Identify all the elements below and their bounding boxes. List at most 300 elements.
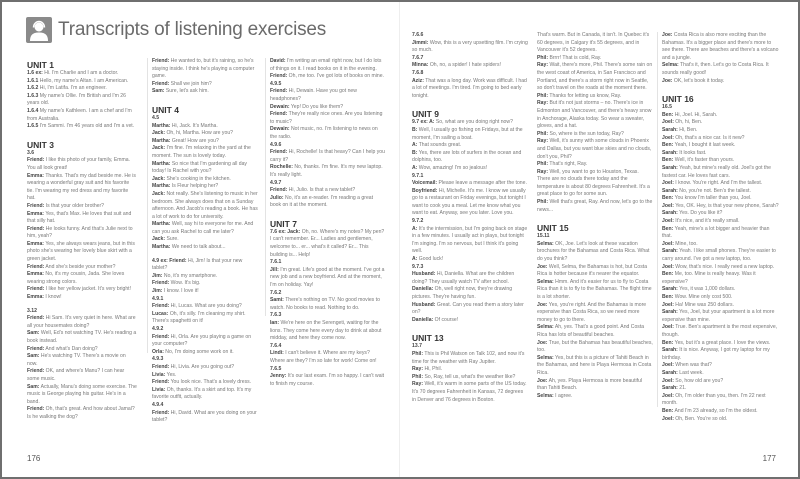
track-code: 4.9.7 [270, 179, 282, 186]
transcript-line [27, 384, 137, 407]
transcript-line [27, 85, 137, 93]
speaker-label: Dewain: [270, 103, 290, 110]
track-code: 7.6.4 [270, 342, 282, 349]
line-text: Wow. Mine only cost 500. [673, 294, 733, 300]
speaker-label: Martha: [152, 122, 171, 129]
line-text: Oh, me too. I've got lots of books on mine. [287, 73, 384, 80]
transcript-line [152, 372, 259, 380]
transcript-line [662, 62, 779, 77]
transcript-line [27, 294, 137, 302]
line-text: Hi, Ben. [677, 126, 698, 133]
transcript-line [27, 241, 137, 264]
line-text: I can't believe it. Where are my keys? Where are they? I'm so late for work! Come on! [270, 350, 377, 364]
transcript-line [662, 157, 779, 165]
line-text: No, it's an e-reader. I'm reading a great book on it at the moment. [270, 194, 374, 209]
speaker-label: Friend: [152, 303, 170, 310]
transcript-line [270, 149, 385, 164]
line-text: So, where is the sun today, Ray? [548, 130, 624, 137]
line-text: He's watching TV. There's a movie on now. [27, 353, 126, 367]
track-code: 4.9.5 [270, 80, 282, 87]
transcript-line [537, 279, 653, 302]
line-text: True. Ben's apartment is the most expensive, though. [662, 324, 778, 338]
track-code: 3.12 [27, 307, 37, 314]
line-text: Wow. It's big. [169, 280, 201, 287]
speaker-label: Friend: [27, 345, 45, 352]
transcript-line [537, 93, 653, 101]
line-text: When was that? [673, 362, 712, 369]
speaker-label: Sarah: [662, 286, 678, 293]
line-text: Hi, Jim! Is that your new tablet? [152, 257, 243, 272]
speaker-label: Friend: [27, 157, 45, 164]
line-text: We're here on the Serengeti, waiting for the lions. They come here every day to drink at about midday, and here they come now. [270, 320, 382, 342]
page-title: Transcripts of listening exercises [58, 19, 327, 40]
line-text: Yep! Do you like them? [289, 103, 344, 110]
page-number-right: 177 [762, 454, 776, 463]
speaker-label: Ben: [662, 339, 674, 346]
line-text: He looks funny. And that's Julie next to him, yeah? [27, 225, 133, 240]
line-text: Good luck! [417, 256, 444, 263]
transcript-line [152, 364, 259, 372]
transcript-line [270, 111, 385, 126]
transcript-line [537, 340, 653, 355]
speaker-label: Joe: [537, 377, 548, 384]
transcript-line [270, 73, 385, 81]
line-text: Hello, my name's Altan. I am American. [38, 77, 129, 84]
transcript-line [270, 373, 385, 388]
track-code: 15.11 [537, 233, 550, 240]
speaker-label: Jimmi: [412, 39, 429, 46]
page-header [26, 17, 326, 43]
line-text: Is that your older brother? [44, 202, 105, 209]
line-text: Hi, Lucas. What are you doing? [169, 303, 242, 310]
transcript-line [152, 410, 259, 425]
transcript-line [537, 241, 653, 264]
transcript-line [27, 286, 137, 294]
page-right [400, 2, 798, 477]
transcript-line [662, 188, 779, 196]
transcript-line [662, 127, 779, 135]
transcript-line [152, 280, 259, 288]
line-text: Well, Selma, the Bahamas is hot, but Costa Rica is hotter because it's nearer the equator. [537, 263, 648, 278]
speaker-label: Joel: [662, 301, 674, 308]
transcript-line [412, 256, 528, 264]
transcript-line [662, 112, 779, 120]
speaker-label: Friend: [152, 379, 170, 386]
line-text: Wow, this is a very upsetting film. I'm crying so much. [412, 39, 528, 54]
line-text: Hi, Dewain. Have you got new headphones? [270, 88, 357, 102]
speaker-label: Minna: [412, 62, 429, 69]
line-text: Oh, I'm older than you, then. I'm 22 next month. [662, 392, 766, 407]
transcript-line [537, 161, 653, 169]
speaker-label: Joe: [662, 77, 673, 84]
speaker-label: Ray: [412, 381, 424, 388]
transcript-line [412, 150, 528, 165]
line-text: Yes. Do you like it? [677, 210, 723, 217]
transcript-line [537, 138, 653, 161]
speaker-label: Sami: [270, 297, 284, 304]
line-text: Hi, Daniella. What are the children doing? They usually watch TV after school. [412, 271, 515, 285]
line-text: I like this photo of your family, Emma. You all look great! [27, 157, 130, 171]
line-text: Oh, it's silly. I'm cleaning my shirt. There's spaghetti on it! [152, 310, 246, 325]
speaker-label: Jenny: [270, 373, 287, 380]
speaker-label: B: [412, 149, 418, 156]
transcript-line [152, 183, 259, 191]
transcript-line [270, 187, 385, 195]
speaker-label: A: [412, 225, 418, 232]
line-text: Well that's great, Ray. And now, let's go to the news... [537, 199, 653, 213]
line-text: Yes, Joel, but your apartment is a lot more expensive than mine. [662, 309, 775, 323]
transcript-line [152, 258, 259, 273]
speaker-label: Selma: [662, 62, 679, 69]
line-text: We need to talk about... [170, 244, 226, 251]
transcript-line [152, 145, 259, 160]
transcript-line [412, 165, 528, 173]
line-text: Yes, there are lots of surfers in the ocean and dolphins, too. [412, 149, 522, 164]
transcript-line [27, 353, 137, 368]
transcript-line [27, 271, 137, 286]
transcript-line [27, 203, 137, 211]
speaker-label: Sarah: [662, 369, 678, 376]
speaker-label: Sarah: [662, 126, 678, 133]
transcript-line [662, 393, 779, 408]
transcript-line [412, 302, 528, 317]
line-text: Hi Sam. It's very quiet in here. What are all your housemates doing? [27, 315, 136, 329]
unit-heading: UNIT 13 [412, 333, 444, 344]
speaker-label: Joel: [662, 377, 674, 384]
left-column-2 [147, 58, 259, 424]
speaker-label: Friend: [152, 80, 170, 87]
speaker-label: Joel: [662, 202, 674, 209]
transcript-line [412, 381, 528, 404]
line-text: Yes, OK. Hey, is that your new phone, Sarah? [673, 202, 779, 209]
transcript-line [152, 334, 259, 349]
transcript-line [662, 294, 779, 302]
transcript-line [412, 374, 528, 382]
line-text: So, Ray, tell us, what's the weather like? [423, 373, 516, 380]
line-text: You look nice. That's a lovely dress. [169, 379, 252, 386]
speaker-label: Friend: [270, 111, 288, 118]
line-text: Yeah. I like small phones. They're easier to carry around. I've got a new laptop, too. [662, 248, 776, 263]
transcript-line [152, 123, 259, 131]
line-text: Oh, that's a nice car. Is it new? [673, 134, 745, 141]
line-text: No, you're not. Ben's the tallest. [677, 187, 751, 194]
line-text: OK, Joe. Let's look at these vacation brochures for the Bahamas and Costa Rica. What do you think? [537, 240, 650, 263]
speaker-label: Sarah: [662, 164, 678, 171]
line-text: Me, too. Mine is really heavy. Was it expensive? [662, 271, 756, 285]
line-text: Oh, well right now, they're drawing pictures. They're having fun. [412, 286, 513, 300]
speaker-label: Jill: [270, 266, 279, 273]
transcript-line [270, 267, 385, 290]
transcript-line [27, 264, 137, 272]
line-text: Last week. [677, 369, 704, 376]
transcript-line [27, 346, 137, 354]
speaker-label: Husband: [412, 301, 436, 308]
speaker-label: Joel: [662, 362, 674, 369]
line-text: Yes, she always wears jeans, but in this photo she's wearing her lovely blue skirt with a green jacket. [27, 240, 135, 263]
speaker-label: Lucas: [152, 310, 169, 317]
speaker-label: Lindi: [270, 350, 284, 357]
transcript-line [662, 203, 779, 211]
speaker-label: Sam: [27, 383, 40, 390]
transcript-line [662, 286, 779, 294]
line-text: So nice that I'm gardening all day today! Is Rachel with you? [152, 160, 247, 175]
transcript-line [662, 271, 779, 286]
transcript-line [537, 324, 653, 339]
speaker-label: Joel: [662, 392, 674, 399]
line-text: Oh, hi, Martha. How are you? [165, 130, 233, 137]
transcript-line [662, 408, 779, 416]
speaker-label: Ben: [662, 142, 674, 149]
line-text: That's right, Ray. [548, 161, 588, 168]
speaker-label: Sarah: [662, 347, 678, 354]
line-text: And she's beside your mother? [44, 263, 116, 270]
transcript-line [412, 271, 528, 286]
transcript-line [662, 302, 779, 310]
line-text: Hi, I'm Latifa. I'm an engineer. [38, 85, 107, 92]
speaker-label: Ray: [537, 62, 549, 69]
person-headphones-icon [26, 17, 52, 43]
speaker-label: Friend: [27, 286, 45, 293]
speaker-label: Martha: [152, 244, 171, 251]
transcript-line [662, 195, 779, 203]
line-text: Yes, but this is a picture of Tahiti Beach in the Bahamas, and here is Playa Hermosa in Costa Rica. [537, 354, 652, 376]
line-text: Ha! Mine was 250 dollars. [673, 301, 734, 308]
speaker-label: Sarah: [662, 385, 678, 392]
track-code: 1.6.2 [27, 85, 39, 92]
speaker-label: Joel: [662, 134, 674, 141]
transcript-line [537, 55, 653, 63]
transcript-line [537, 302, 653, 325]
speaker-label: Rochelle: [270, 164, 293, 171]
speaker-label: Ben: [662, 294, 674, 300]
line-text: Please leave a message after the tone. [437, 180, 527, 187]
transcript-line [27, 173, 137, 203]
speaker-label: Friend: [152, 363, 170, 370]
line-text: Yes, but it's a great place. I love the views. [673, 339, 771, 346]
line-text: Actually, Manu's doing some exercise. The music is George playing his guitar. He's in a band. [27, 383, 137, 405]
transcript-line [537, 131, 653, 139]
speaker-label: Jack: [152, 130, 166, 137]
transcript-line [662, 119, 779, 127]
line-text: He wanted to, but it's raining, so he's staying inside. I think he's playing a computer game. [152, 58, 255, 80]
line-text: Yeah, I bought it last week. [673, 142, 736, 149]
line-text: Oh, no. Where's my notes? My pen? I can't remember. Er... Ladies and gentlemen, welcome to... er... what's it called? Er... This building is... Help! [270, 228, 385, 258]
speaker-label: Joel: [662, 324, 674, 331]
speaker-label: Joel: [662, 415, 674, 422]
line-text: Yeah, but mine's really old. Joel's got the fastest car. He loves fast cars. [662, 164, 771, 179]
speaker-label: Friend: [27, 406, 45, 413]
line-text: Well, it's warm in some parts of the US today. It's 70 degrees Fahrenheit in Kansas, 72 degrees in Denver and 76 degrees in Boston. [412, 381, 527, 403]
line-text: Not really. She's listening to music in her bedroom. She always does that on a Sunday afternoon. And Jacob's reading a book. He has a lot of work to do for university. [152, 190, 258, 220]
speaker-label: Jack: [152, 190, 166, 197]
transcript-line [152, 273, 259, 281]
line-text: That's it, then. Let's go to Costa Rica. It sounds really good! [662, 62, 769, 76]
speaker-label: Jack: [152, 175, 166, 182]
transcript-line [152, 244, 259, 252]
transcript-line [270, 297, 385, 312]
transcript-line [662, 135, 779, 143]
speaker-label: Sarah: [662, 210, 678, 217]
speaker-label: Selma: [537, 278, 554, 285]
line-text: Yes, that's Max. He loves that suit and that silly hat. [27, 210, 132, 225]
line-text: Wow, that's nice. I really need a new laptop. [673, 263, 775, 270]
line-text: Hmm. And it's easier for us to fly to Costa Rica than it is to fly to the Bahamas. The flight time is a lot shorter. [537, 278, 652, 300]
line-text: Well, Ed's not watching TV. He's reading a book instead. [27, 330, 137, 344]
unit-heading: UNIT 4 [152, 104, 179, 115]
speaker-label: Friend: [152, 333, 170, 340]
speaker-label: Friend: [152, 280, 170, 287]
speaker-label: Joel: [662, 240, 674, 247]
speaker-label: Martha: [152, 160, 171, 167]
transcript-line [662, 324, 779, 339]
transcript-line [270, 104, 385, 112]
transcript-line [662, 180, 779, 188]
transcript-line [27, 108, 137, 123]
track-code: 9.7.2 [412, 218, 424, 225]
track-code: 7.6.8 [412, 69, 424, 76]
transcript-line [662, 32, 779, 62]
transcript-line [662, 370, 779, 378]
speaker-label: Voicemail: [412, 180, 438, 187]
line-text: It's our last exam. I'm so happy. I can't wait to finish my course. [270, 373, 385, 387]
line-text: Yes, you're right. And the Bahamas is more expensive than Costa Rica, so we need more money to go to there. [537, 301, 647, 323]
speaker-label: Joe: [537, 263, 548, 270]
line-text: That's warm. But in Canada, it isn't. In Quebec it's 60 degrees, in Calgary it's 55 degrees, and in Vancouver it's 52 degrees. [537, 32, 650, 54]
line-text: Well, it's sunny with some clouds in Phoenix and Dallas, but you want blue skies and no clouds, don't you, Phil? [537, 138, 652, 160]
speaker-label: Friend: [27, 263, 45, 270]
speaker-label: A: [412, 164, 418, 171]
line-text: I know. You're right. And I'm the tallest. [673, 180, 763, 187]
right-column-3 [657, 32, 779, 422]
speaker-label: Livia: [152, 386, 166, 393]
transcript-line [537, 378, 653, 393]
transcript-line [412, 366, 528, 374]
transcript-line [662, 241, 779, 249]
transcript-line [662, 218, 779, 226]
line-text: Not music, no. I'm listening to news on the radio. [270, 126, 378, 140]
speaker-label: Ben: [662, 157, 674, 164]
line-text: But it's not just storms – no. There's ice in Edmonton and Vancouver, and there's heavy snow in Anchorage, Alaska today. So wear a sweater, gloves, and a hat. [537, 100, 652, 130]
line-text: So, how old are you? [673, 377, 724, 384]
speaker-label: Friend: [270, 149, 288, 156]
track-code: 9.7.1 [412, 172, 424, 179]
transcript-line [152, 303, 259, 311]
speaker-label: Friend: [270, 88, 288, 95]
transcript-line [27, 330, 137, 345]
line-text: Hi, Michelle. It's me. I know we usually go to a restaurant on Friday evenings, but tonight I want to cook you a meal. Let me know what you want to eat. Anyway, see you later. Love you. [412, 187, 526, 217]
line-text: This is Phil Watson on Talk 102, and now it's time for the weather with Ray Jupiter. [412, 350, 525, 365]
transcript-line [27, 315, 137, 330]
speaker-label: Jim: [152, 288, 163, 295]
transcript-line [537, 62, 653, 92]
line-text: Well, I usually go fishing on Fridays, but at the moment, I'm sailing a boat. [412, 126, 523, 141]
transcript-line [412, 188, 528, 218]
line-text: They're really nice ones. Are you listening to music? [270, 111, 383, 125]
speaker-label: Friend: [27, 368, 45, 375]
transcript-line [662, 248, 779, 263]
speaker-label: Emma: [27, 172, 44, 179]
speaker-label: Martha: [152, 137, 171, 144]
line-text: Yes. [165, 371, 177, 378]
speaker-label: Emma: [27, 271, 44, 278]
speaker-label: Sarah: [662, 149, 678, 156]
transcript-line [662, 378, 779, 386]
speaker-label: Ray: [537, 100, 549, 107]
track-code: 4.5 [152, 114, 160, 121]
speaker-label: Aziz: [412, 77, 424, 84]
right-column-1 [412, 32, 528, 404]
line-text: I know! [44, 294, 62, 301]
speaker-label: Ray: [537, 138, 549, 145]
line-text: That was a long day. Work was difficult. I had a lot of meetings. I'm tired. I'm going to bed early tonight. [412, 77, 527, 99]
line-text: No, I'm doing some work on it. [163, 348, 234, 355]
transcript-line [152, 138, 259, 146]
track-code: 4.9.6 [270, 141, 282, 148]
transcript-line [537, 264, 653, 279]
transcript-line [412, 142, 528, 150]
transcript-line [662, 309, 779, 324]
transcript-line [537, 32, 653, 55]
transcript-line [537, 199, 653, 214]
speaker-label: Jim: [152, 272, 163, 279]
unit-heading: UNIT 15 [537, 223, 569, 234]
speaker-label: Sarah: [662, 187, 678, 194]
left-column-3 [265, 58, 385, 387]
line-text: Sure, let's ask him. [164, 88, 209, 95]
speaker-label: 4.9 ex: Friend: [152, 257, 187, 264]
speaker-label: Emma: [27, 240, 44, 247]
transcript-line [537, 393, 653, 401]
line-text: There's nothing on TV. No good movies to watch. No books to read. Nothing to do. [270, 297, 380, 311]
speaker-label: Friend: [152, 409, 170, 416]
speaker-label: Joel: [662, 180, 674, 187]
track-code: 7.6.6 [412, 32, 424, 38]
speaker-label: Joe: [662, 32, 673, 38]
track-code: 7.6.5 [270, 365, 282, 372]
line-text: OK, let's book it today. [672, 77, 725, 84]
transcript-line [152, 161, 259, 176]
speaker-label: A: [412, 142, 418, 149]
line-text: It's the intermission, but I'm going back on stage in a few minutes. I usually act in plays, but tonight I'm singing. I'm so nervous, but I think it's going well. [412, 225, 528, 255]
line-text: Oh, Ben. You're so old. [673, 415, 728, 422]
book-spread [2, 2, 798, 477]
line-text: 21. [677, 385, 687, 392]
line-text: Oh, no, a spider! I hate spiders! [428, 62, 501, 69]
speaker-label: Friend: [27, 315, 45, 322]
track-code: 1.6.4 [27, 107, 39, 114]
track-code: 7.6.3 [270, 312, 282, 319]
track-code: 1.6.3 [27, 92, 39, 99]
speaker-label: Sarah: [662, 309, 678, 316]
speaker-label: Friend: [270, 187, 288, 194]
line-text: Oh, thanks. It's a skirt and top. It's my favorite outfit, actually. [152, 386, 252, 401]
speaker-label: Selma: [537, 324, 554, 331]
line-text: Hi, Livia. Are you going out? [169, 363, 235, 370]
line-text: Oh, that's great. And how about Jamal? Is he walking the dog? [27, 406, 135, 420]
speaker-label: Boyfriend: [412, 187, 438, 194]
speaker-label: Sam: [27, 330, 40, 337]
transcript-line [152, 349, 259, 357]
transcript-line [662, 78, 779, 86]
line-text: And what's Dan doing? [44, 345, 98, 352]
transcript-line [412, 119, 528, 127]
line-text: Hi, Orla. Are you playing a game on your computer? [152, 333, 252, 348]
speaker-label: Friend: [270, 73, 288, 80]
transcript-line [152, 88, 259, 96]
track-code: 4.9.1 [152, 295, 164, 302]
transcript-line [662, 385, 779, 393]
speaker-label: Phil: [412, 373, 424, 380]
